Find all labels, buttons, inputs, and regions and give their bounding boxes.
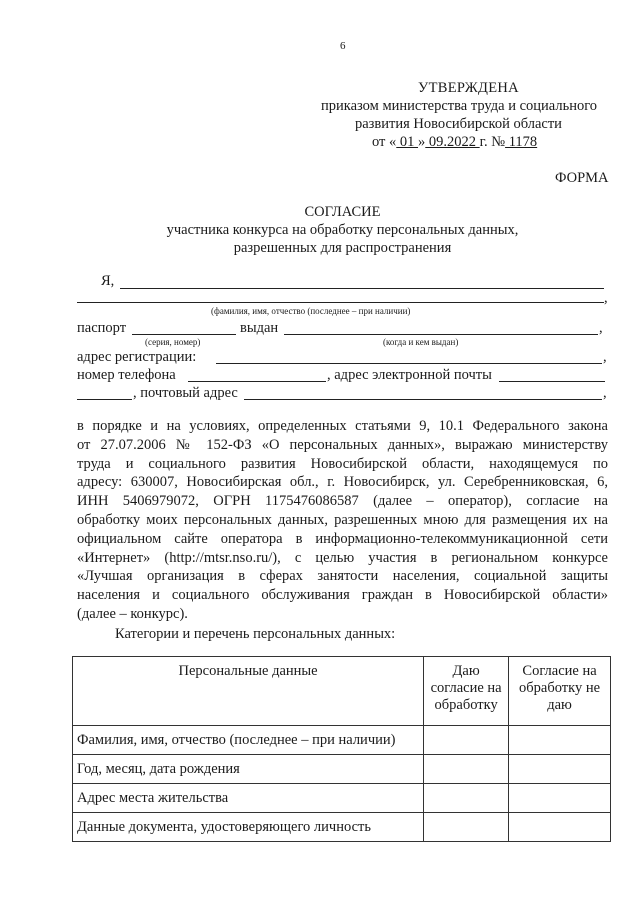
form-label: ФОРМА [555,170,609,186]
row-label: Год, месяц, дата рождения [73,755,424,784]
issued-hint: (когда и кем выдан) [383,337,459,347]
date-year-suffix: г. № [479,134,506,150]
consent-given-cell[interactable] [424,726,509,755]
row-label: Данные документа, удостоверяющего личность [73,813,424,842]
fio-field-2[interactable] [77,302,604,303]
categories-heading: Категории и перечень персональных данных: [115,626,396,642]
consent-given-cell[interactable] [424,755,509,784]
page-number: 6 [340,40,346,52]
table-row [73,784,611,813]
date-month-year: 09.2022 [425,134,480,150]
passport-number-field[interactable] [132,334,236,335]
row-label: Фамилия, имя, отчество (последнее – при наличии) [73,726,424,755]
consent-refused-cell[interactable] [509,726,611,755]
series-hint: (серия, номер) [145,337,201,347]
address-field[interactable] [216,363,602,364]
consent-refused-cell[interactable] [509,813,611,842]
fio-field-1[interactable] [120,288,604,289]
fio-comma: , [604,290,608,306]
date-day: 01 [396,134,419,150]
paragraph-line: от 27.07.2006 № 152-ФЗ «О персональных данных», выражаю министерству [77,436,608,453]
date-mid: » [418,134,426,150]
table-row [73,726,611,755]
consent-paragraph [77,417,608,624]
doc-title: СОГЛАСИЕ [304,204,381,220]
postal-comma: , [603,385,607,401]
ya-label: Я, [101,273,115,289]
fio-hint: (фамилия, имя, отчество (последнее – при наличии) [211,306,411,316]
table-row [73,813,611,842]
paragraph-line: «Интернет» (http://mtsr.nso.ru/), с целью участия в региональном конкурсе [77,549,608,566]
passport-label: паспорт [77,320,127,336]
address-comma: , [603,349,607,365]
table-row [73,755,611,784]
consent-refused-cell[interactable] [509,784,611,813]
paragraph-line: ИНН 5406979072, ОГРН 1175476086587 (далее – оператор), согласие на [77,493,608,510]
order-number: 1178 [505,134,538,150]
table-header-row [73,657,611,726]
doc-subtitle-1: участника конкурса на обработку персональных данных, [166,222,519,238]
paragraph-line: населения и социального обслуживания граждан в Новосибирской области» [77,587,608,604]
passport-issued-field[interactable] [284,334,598,335]
approval-heading: УТВЕРЖДЕНА [418,80,519,96]
paragraph-line: «Лучшая организация в сферах занятости населения, социальной защиты [77,568,608,585]
passport-comma: , [599,320,603,336]
approval-ministry-line: развития Новосибирской области [355,116,562,132]
paragraph-line: в порядке и на условиях, определенных статьями 9, 10.1 Федерального закона [77,418,608,434]
phone-label: номер телефона [77,367,176,383]
approval-date-line [372,134,537,151]
personal-data-table [72,656,611,842]
email-field[interactable] [499,381,605,382]
issued-label: выдан [240,320,279,336]
postal-label: , почтовый адрес [133,385,238,401]
email-label: , адрес электронной почты [327,367,492,383]
phone-field[interactable] [188,381,326,382]
email-field-continued[interactable] [77,399,132,400]
header-consent-refused: Согласие на обработку не даю [509,657,611,726]
approval-order-line: приказом министерства труда и социального [321,98,598,114]
consent-given-cell[interactable] [424,784,509,813]
doc-subtitle-2: разрешенных для распространения [233,240,452,256]
postal-address-field[interactable] [244,399,602,400]
consent-refused-cell[interactable] [509,755,611,784]
paragraph-line: труда и социального развития Новосибирской области, находящемуся по [77,455,608,472]
row-label: Адрес места жительства [73,784,424,813]
consent-given-cell[interactable] [424,813,509,842]
address-label: адрес регистрации: [77,349,197,365]
paragraph-line: официальном сайте оператора в информационно-телекоммуникационной сети [77,530,608,547]
paragraph-line: (далее – конкурс). [77,605,188,622]
date-prefix: от « [372,134,397,150]
paragraph-line: обработку моих персональных данных, разрешенных мною для размещения их на [77,511,608,528]
paragraph-line: адресу: 630007, Новосибирская обл., г. Новосибирск, ул. Серебренниковская, 6, [77,474,608,491]
header-consent-given: Даю согласие на обработку [424,657,509,726]
header-personal-data: Персональные данные [73,657,424,726]
